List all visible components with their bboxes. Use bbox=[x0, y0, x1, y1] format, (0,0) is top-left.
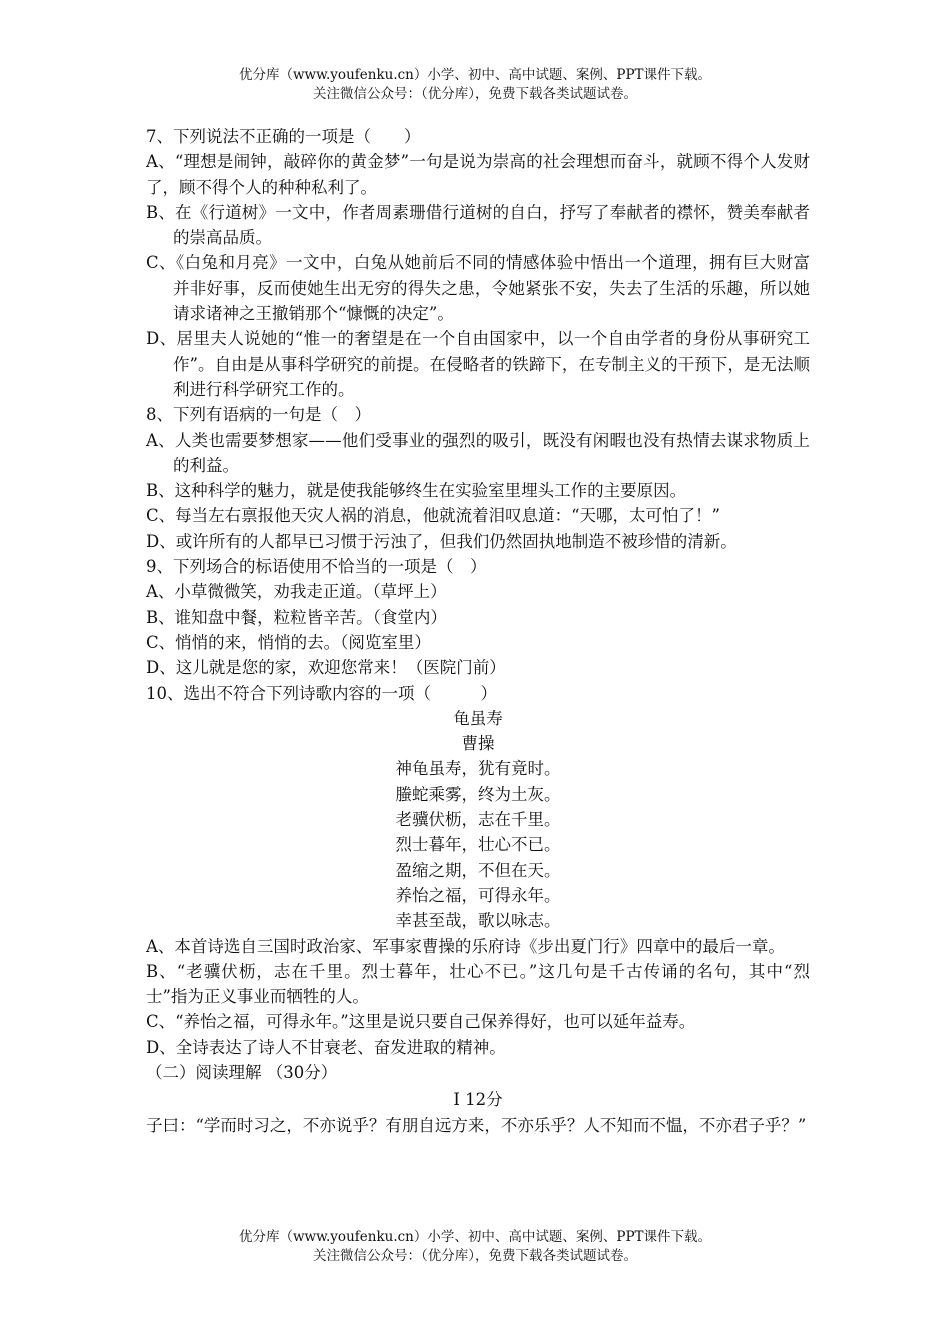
question-7-option-a: A、“理想是闹钟，敲碎你的黄金梦”一句是说为崇高的社会理想而奋斗，就顾不得个人发财了，顾不得个人的种种私利了。 bbox=[146, 152, 810, 197]
exam-content bbox=[146, 124, 810, 1138]
reading-passage: 子曰：“学而时习之，不亦说乎？有朋自远方来，不亦乐乎？人不知而不愠，不亦君子乎？” bbox=[146, 1115, 807, 1135]
poem-line: 神龟虽寿，犹有竟时。 bbox=[395, 759, 561, 779]
poem-author: 曹操 bbox=[461, 734, 495, 754]
footer-line-2: 关注微信公众号：（优分库），免费下载各类试题试卷。 bbox=[313, 1248, 637, 1264]
poem-line: 幸甚至哉，歌以咏志。 bbox=[395, 911, 561, 931]
question-10-option-b: B、“老骥伏枥，志在千里。烈士暮年，壮心不已。”这几句是千古传诵的名句，其中“烈士”指为正义事业而牺牲的人。 bbox=[146, 961, 810, 1007]
question-9-option-c: C、悄悄的来，悄悄的去。（阅览室里） bbox=[146, 632, 431, 652]
poem-line: 螣蛇乘雾，终为土灰。 bbox=[395, 784, 561, 804]
question-10-option-c: C、“养怡之福，可得永年。”这里是说只要自己保养得好，也可以延年益寿。 bbox=[146, 1012, 696, 1032]
footer-line-1: 优分库（www.youfenku.cn）小学、初中、高中试题、案例、PPT课件下载。 bbox=[238, 1229, 712, 1245]
question-7-option-d: D、居里夫人说她的“惟一的奢望是在一个自由国家中，以一个自由学者的身份从事研究工作”。自由是从事科学研究的前提。在侵略者的铁蹄下，在专制主义的干预下，是无法顺利进行科学研究工作的。 bbox=[146, 329, 810, 399]
question-7-stem: 7、下列说法不正确的一项是（ ） bbox=[146, 127, 421, 146]
question-8-option-c: C、每当左右禀报他天灾人祸的消息，他就流着泪叹息道：“天哪，太可怕了！” bbox=[146, 506, 720, 526]
poem-line: 烈士暮年，壮心不已。 bbox=[395, 835, 561, 855]
poem-line: 盈缩之期，不但在天。 bbox=[395, 860, 561, 880]
question-8-option-a: A、人类也需要梦想家——他们受事业的强烈的吸引，既没有闲暇也没有热情去谋求物质上的利益。 bbox=[146, 430, 810, 475]
poem-title: 龟虽寿 bbox=[453, 708, 503, 728]
page-header bbox=[0, 66, 950, 104]
section-title: （二）阅读理解 （30分） bbox=[146, 1062, 338, 1082]
header-line-2: 关注微信公众号：（优分库），免费下载各类试题试卷。 bbox=[313, 86, 637, 102]
question-8-stem: 8、下列有语病的一句是（ ） bbox=[146, 405, 371, 425]
header-line-1: 优分库（www.youfenku.cn）小学、初中、高中试题、案例、PPT课件下载。 bbox=[238, 67, 712, 83]
question-7-option-c: C、《白兔和月亮》一文中，白兔从她前后不同的情感体验中悟出一个道理，拥有巨大财富并非好事，反而使她生出无穷的得失之患，令她紧张不安，失去了生活的乐趣，所以她请求诸神之王撤销那个“慷慨的决定”。 bbox=[146, 253, 810, 324]
question-9-option-d: D、这儿就是您的家，欢迎您常来！（医院门前） bbox=[146, 658, 506, 678]
question-9-stem: 9、下列场合的标语使用不恰当的一项是（ ） bbox=[146, 557, 487, 577]
question-10-option-a: A、本首诗选自三国时政治家、军事家曹操的乐府诗《步出夏门行》四章中的最后一章。 bbox=[146, 936, 785, 956]
question-10-option-d: D、全诗表达了诗人不甘衰老、奋发进取的精神。 bbox=[146, 1037, 506, 1057]
part-title: Ⅰ 12分 bbox=[453, 1090, 503, 1110]
question-10-stem: 10、选出不符合下列诗歌内容的一项（ ） bbox=[146, 683, 497, 703]
question-9-option-b: B、谁知盘中餐，粒粒皆辛苦。（食堂内） bbox=[146, 607, 447, 627]
question-8-option-d: D、或许所有的人都早已习惯于污浊了，但我们仍然固执地制造不被珍惜的清新。 bbox=[146, 531, 737, 551]
question-8-option-b: B、这种科学的魅力，就是使我能够终生在实验室里埋头工作的主要原因。 bbox=[146, 481, 687, 501]
poem-line: 老骥伏枥，志在千里。 bbox=[395, 810, 561, 830]
question-9-option-a: A、小草微微笑，劝我走正道。（草坪上） bbox=[146, 582, 447, 602]
page-footer bbox=[0, 1228, 950, 1266]
question-7-option-b: B、在《行道树》一文中，作者周素珊借行道树的自白，抒写了奉献者的襟怀，赞美奉献者的崇高品质。 bbox=[146, 202, 810, 248]
poem-line: 养怡之福，可得永年。 bbox=[395, 885, 561, 905]
